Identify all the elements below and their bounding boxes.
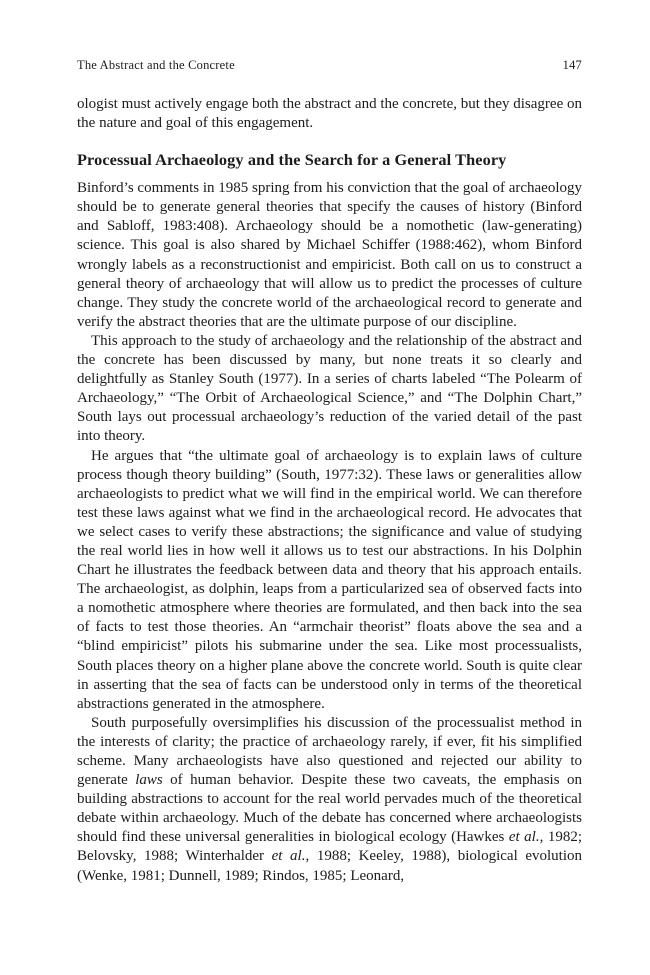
paragraph-2: This approach to the study of archaeology and the relationship of the abstract and the concrete has been discussed by many, but none treats it so clearly and delightfully as Stanley South (1977). In a series of charts labeled “The Polearm of Archaeology,” “The Orbit of Archaeological Science,” and “The Dolphin Chart,” South lays out processual archaeology’s reduction of the varied detail of the past into theory. bbox=[77, 332, 582, 445]
continued-paragraph: ologist must actively engage both the abstract and the concrete, but they disagree on the nature and goal of this engagement. bbox=[77, 96, 582, 132]
paragraph-4 bbox=[77, 714, 582, 886]
paragraph-3: He argues that “the ultimate goal of archaeology is to explain laws of culture process though theory building” (South, 1977:32). These laws or generalities allow archaeologists to predict what we will find in the empirical world. We can therefore test these laws against what we find in the archaeological record. He advocates that we select cases to verify these abstractions; the significance and value of studying the real world lies in how well it allows us to test our abstractions. In his Dolphin Chart he illustrates the feedback between data and theory that his approach entails. The archaeologist, as dolphin, leaps from a particularized sea of observed facts into a nomothetic atmosphere where theories are formulated, and then back into the sea of facts to test those theories. An “armchair theorist” floats above the sea and a “blind empiricist” pilots his submarine under the sea. Like most processualists, South places theory on a higher plane above the concrete world. South is quite clear in asserting that the sea of facts can be understood only in terms of the theoretical abstractions generated in the atmosphere. bbox=[77, 447, 582, 712]
page-number: 147 bbox=[562, 58, 582, 72]
emphasis-et-al: et al. bbox=[508, 829, 540, 846]
paragraph-4-text-2: of human behavior. Despite these two caveats, the emphasis on building abstractions to account for the real world pervades much of the theoretical debate within archaeology. Much of the debate has concerned where archaeologists should find these universal generalities in biological ecology (Hawkes bbox=[77, 772, 582, 846]
section-heading: Processual Archaeology and the Search for a General Theory bbox=[77, 150, 507, 170]
body-text bbox=[77, 95, 582, 886]
running-title: The Abstract and the Concrete bbox=[77, 58, 235, 72]
paragraph-1: Binford’s comments in 1985 spring from his conviction that the goal of archaeology should be to generate general theories that specify the causes of history (Binford and Sabloff, 1983:408). Archaeology should be a nomothetic (law-generating) science. This goal is also shared by Michael Schiffer (1988:462), whom Binford wrongly labels as a reconstructionist and empiricist. Both call on us to construct a general theory of archaeology that will allow us to predict the processes of culture change. They study the concrete world of the archaeological record to generate and verify the abstract theories that are the ultimate purpose of our discipline. bbox=[77, 180, 582, 330]
paragraph-4-text-1: South purposefully oversimplifies his discussion of the processualist method in the interests of clarity; the practice of archaeology rarely, if ever, fit his simplified scheme. Many archaeologists have also questioned and rejected our ability to generate bbox=[77, 714, 582, 789]
emphasis-laws: laws bbox=[135, 772, 163, 789]
emphasis-et-al: et al. bbox=[271, 848, 306, 865]
running-head bbox=[77, 58, 582, 73]
paragraph-4-text-4: , 1988; Keeley, 1988), biological evolution (Wenke, 1981; Dunnell, 1989; Rindos, 1985; Leonard, bbox=[77, 848, 582, 884]
paragraph-4-text-3: , 1982; Belovsky, 1988; Winterhalder bbox=[77, 829, 583, 865]
